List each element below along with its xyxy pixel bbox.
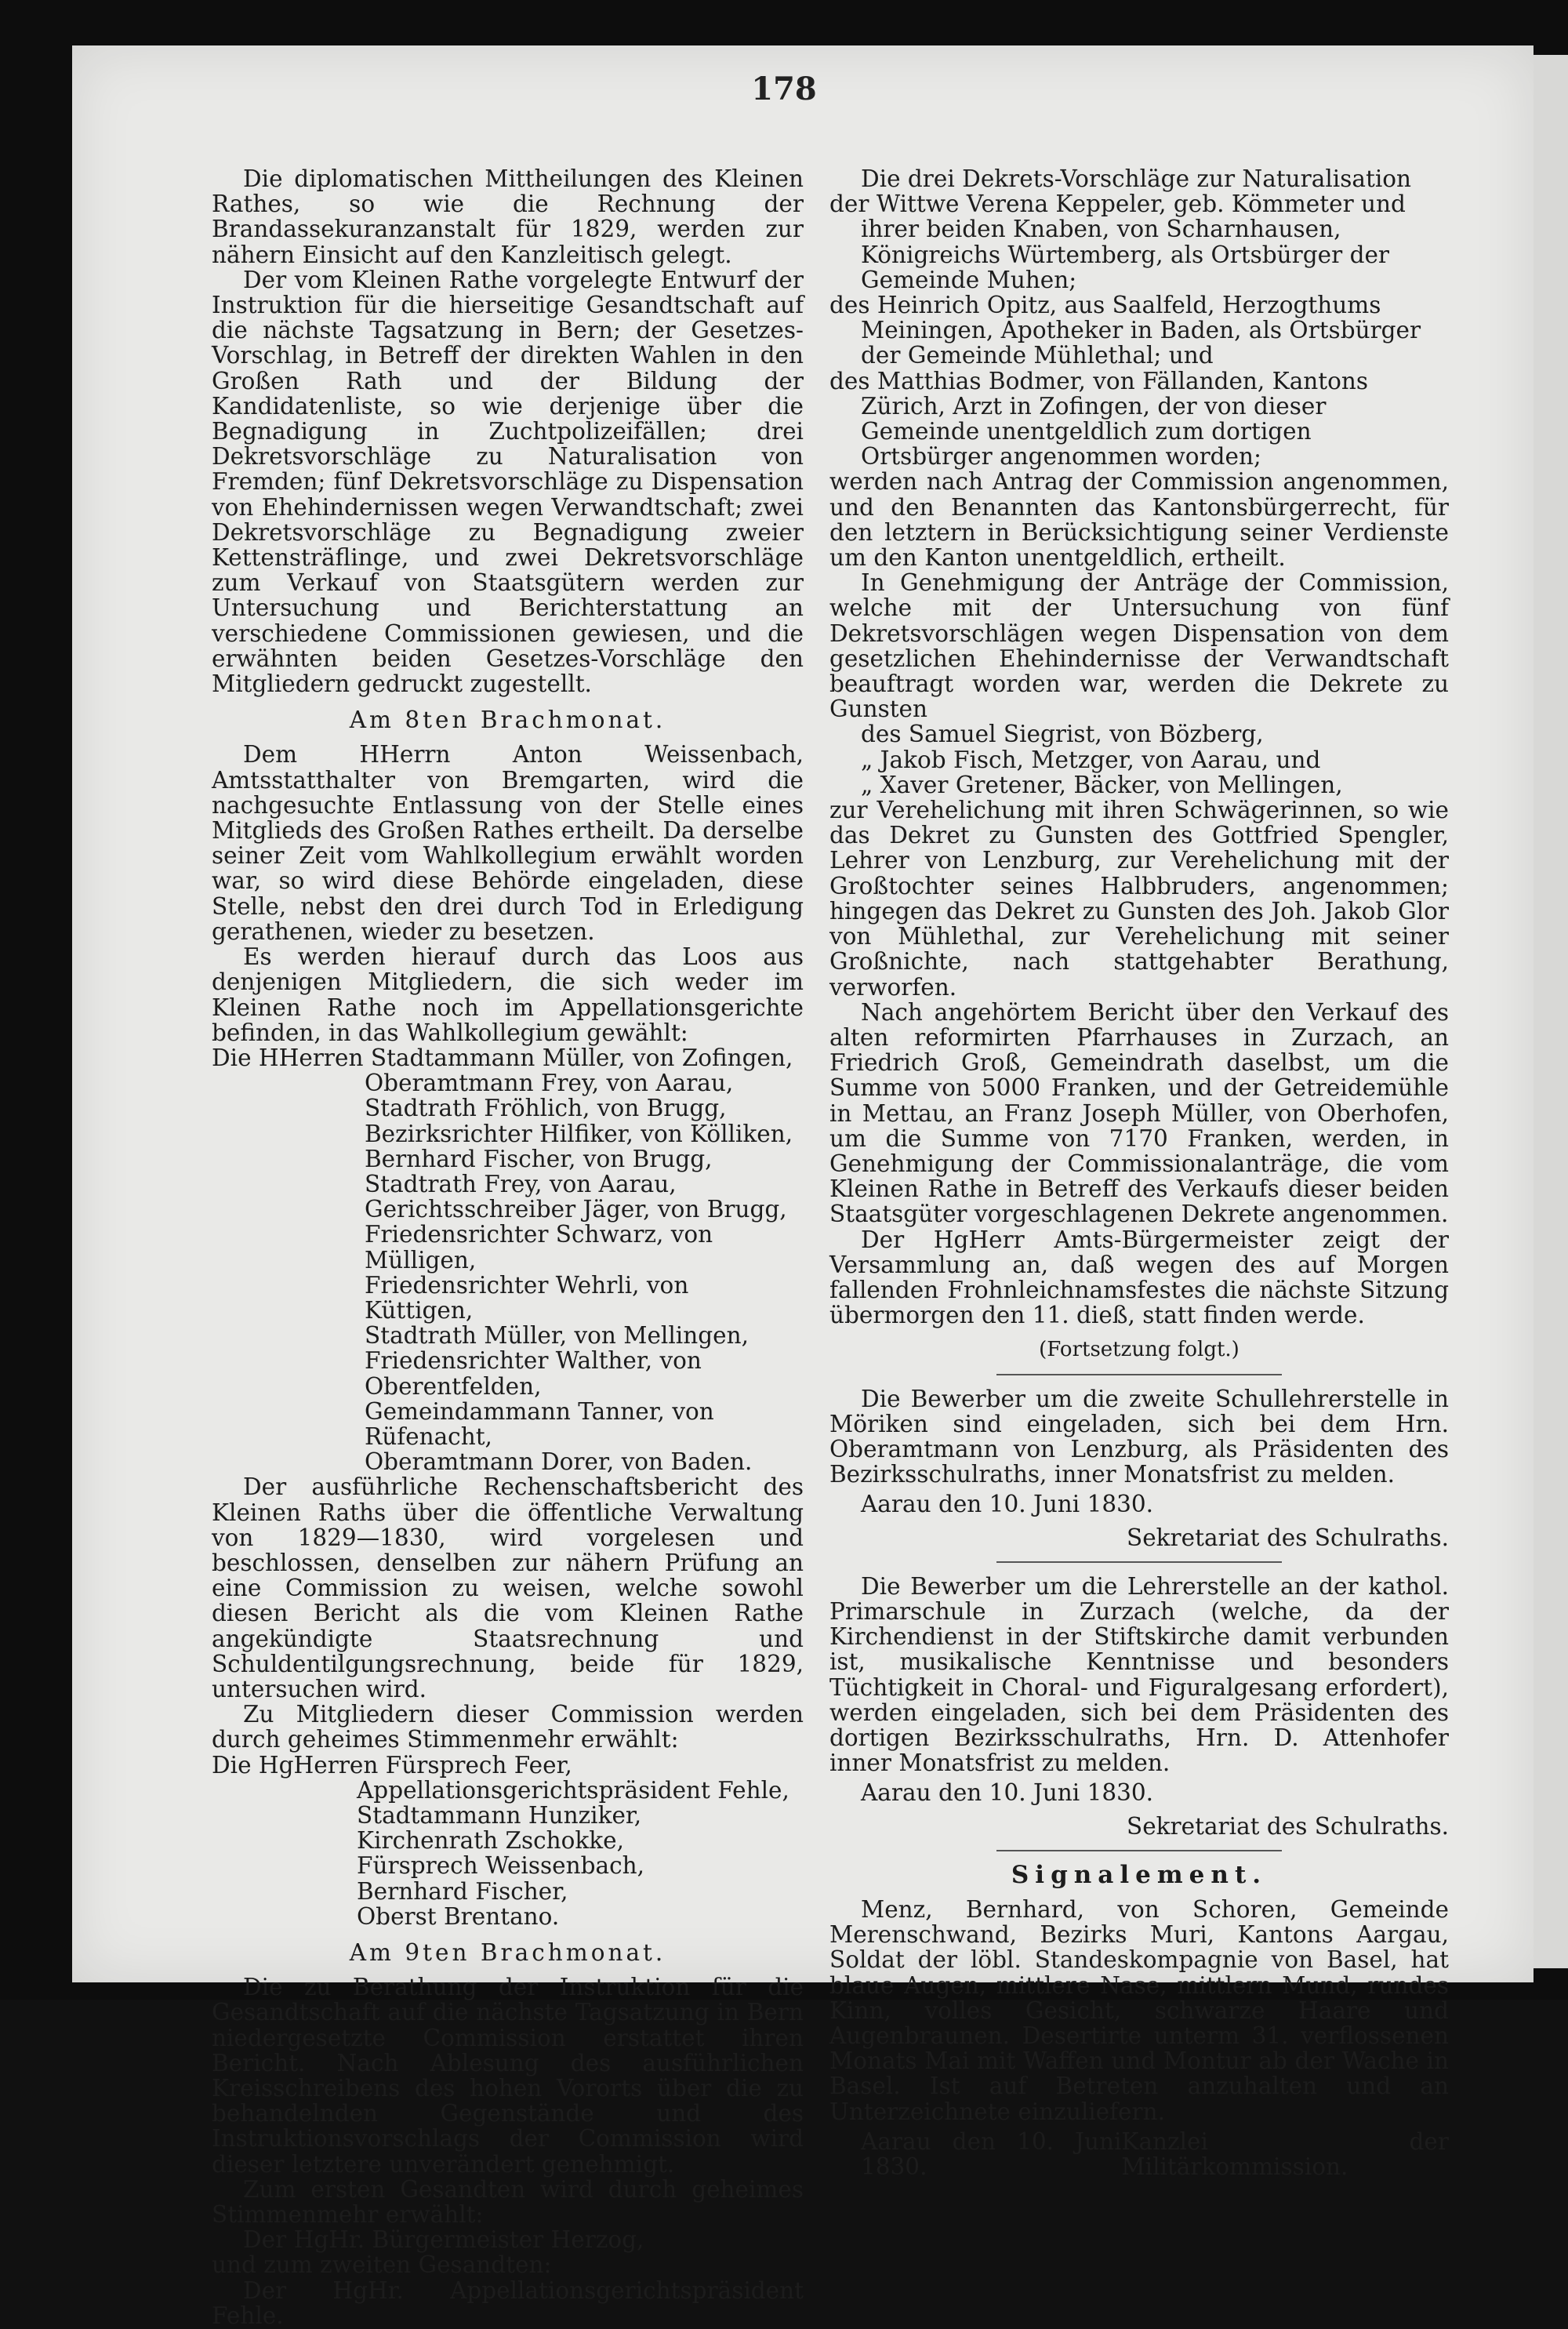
paragraph: Zu Mitgliedern dieser Commission werden durch geheimes Stimmenmehr erwählt: [212, 1701, 804, 1753]
notice-footer [829, 2129, 1449, 2179]
list-item: Friedensrichter Wehrli, von Küttigen, [365, 1271, 689, 1324]
paragraph: Zum ersten Gesandten wird durch geheimes Stimmenmehr erwählt: [212, 2175, 804, 2229]
list-item: Friedensrichter Walther, von Oberentfelden, [365, 1347, 702, 1400]
notice-signature: Kanzlei der Militärkommission. [1121, 2127, 1449, 2181]
list-item: des Matthias Bodmer, von Fällanden, Kantons Zürich, Arzt in Zofingen, der von dieser Gemeinde unentgeldlich zum dortigen Ortsbürger angenommen worden; [829, 367, 1369, 471]
paragraph: Der ausführliche Rechenschaftsbericht des Kleinen Raths über die öffentliche Verwaltung von 1829—1830, wird vorgelesen und beschlossen, denselben zur nähern Prüfung an eine Commission zu weisen, welche sowohl diesen Bericht als die vom Kleinen Rathe angekündigte Staatsrechnung und Schuldentilgungsrechnung, beide für 1829, untersuchen wird. [212, 1473, 804, 1702]
section-heading: Am 9ten Brachmonat. [349, 1939, 666, 1967]
paragraph: zur Verehelichung mit ihren Schwägerinnen, so wie das Dekret zu Gunsten des Gottfried Spengler, Lehrer von Lenzburg, zur Verehelichung mit der Großtochter seines Halbbruders, angenommen; hingegen das Dekret zu Gunsten des Joh. Jakob Glor von Mühlethal, zur Verehelichung mit seiner Großnichte, nach stattgehabter Berathung, verworfen. [829, 797, 1449, 1001]
list-item: Stadtrath Fröhlich, von Brugg, [365, 1095, 727, 1122]
paragraph: Dem HHerrn Anton Weissenbach, Amtsstatthalter von Bremgarten, wird die nachgesuchte Entlassung von der Stelle eines Mitglieds des Großen Rathes ertheilt. Da derselbe seiner Zeit vom Wahlkollegium erwählt worden war, so wird diese Behörde eingeladen, diese Stelle, nebst den drei durch Tod in Erledigung gerathenen, wieder zu besetzen. [212, 741, 804, 945]
divider [996, 1374, 1281, 1375]
paragraph: Die zu Berathung der Instruktion für die Gesandtschaft auf die nächste Tagsatzung in Bern niedergesetzte Commission erstattet ihren Bericht. Nach Ablesung des ausführlichen Kreisschreibens des hohen Vororts über die zu behandelnden Gegenstände und des Instruktionsvorschlags der Commission wird dieser letztere unverändert genehmigt. [212, 1974, 804, 2178]
paragraph: Die diplomatischen Mittheilungen des Kleinen Rathes, so wie die Rechnung der Brandassekuranzanstalt für 1829, werden zur nähern Einsicht auf den Kanzleitisch gelegt. [212, 165, 804, 268]
paragraph: Der vom Kleinen Rathe vorgelegte Entwurf der Instruktion für die hierseitige Gesandtschaft auf die nächste Tagsatzung in Bern; der Gesetzes-Vorschlag, in Betreff der direkten Wahlen in den Großen Rath und der Bildung der Kandidatenliste, so wie derjenige über die Begnadigung in Zuchtpolizeifällen; drei Dekretsvorschläge zu Naturalisation von Fremden; fünf Dekretsvorschläge zu Dispensation von Ehehindernissen wegen Verwandtschaft; zwei Dekretsvorschläge zu Begnadigung zweier Kettensträflinge, und zwei Dekretsvorschläge zum Verkauf von Staatsgütern werden zur Untersuchung und Berichterstattung an verschiedene Commissionen gewiesen, und die erwähnten beiden Gesetzes-Vorschläge den Mitgliedern gedruckt zugestellt. [212, 266, 804, 698]
notice-text: Die Bewerber um die zweite Schullehrerstelle in Möriken sind eingeladen, sich bei dem Hrn. Oberamtmann von Lenzburg, als Präsidenten des Bezirksschulraths, inner Monatsfrist zu melden. [829, 1385, 1449, 1488]
paragraph: In Genehmigung der Anträge der Commission, welche mit der Untersuchung von fünf Dekretsvorschlägen wegen Dispensation von dem gesetzlichen Ehehindernisse der Verwandtschaft beauftragt worden war, werden die Dekrete zu Gunsten [829, 569, 1449, 723]
paragraph: Es werden hierauf durch das Loos aus denjenigen Mitgliedern, die sich weder im Kleinen Rathe noch im Appellationsgerichte befinden, in das Wahlkollegium gewählt: [212, 943, 804, 1046]
paragraph: werden nach Antrag der Commission angenommen, und den Benannten das Kantonsbürgerrecht, für den letztern in Berücksichtigung seiner Verdienste um den Kanton unentgeldlich, ertheilt. [829, 468, 1449, 572]
list-item: des Heinrich Opitz, aus Saalfeld, Herzogthums Meiningen, Apotheker in Baden, als Ortsbürger der Gemeinde Mühlethal; und [829, 292, 1421, 369]
list-item: Appellationsgerichtspräsident Fehle, [357, 1776, 789, 1804]
notice-footer [829, 1780, 1449, 1805]
notice-footer [829, 1492, 1449, 1517]
list-item: „ Jakob Fisch, Metzger, von Aarau, und [861, 746, 1321, 773]
section-heading: Am 8ten Brachmonat. [349, 707, 666, 734]
list-item: der Wittwe Verena Keppeler, geb. Kömmeter und ihrer beiden Knaben, von Scharnhausen, Königreichs Würtemberg, als Ortsbürger der Gemeinde Muhen; [829, 191, 1406, 293]
list-item: Gemeindammann Tanner, von Rüfenacht, [365, 1397, 714, 1450]
right-column [829, 166, 1449, 2179]
list-item: Friedensrichter Schwarz, von Mülligen, [365, 1221, 713, 1274]
list-item: Fürsprech Weissenbach, [357, 1852, 644, 1880]
list-item: Oberst Brentano. [357, 1902, 560, 1930]
notice-signature: Sekretariat des Schulraths. [1127, 1812, 1449, 1840]
list-lead: Die HgHerren Fürsprech Feer, [212, 1751, 572, 1779]
list-item: Oberamtmann Dorer, von Baden. [365, 1448, 753, 1476]
list-item: Bezirksrichter Hilfiker, von Kölliken, [365, 1120, 793, 1147]
electoral-college-list [212, 1070, 804, 1474]
list-item: Kirchenrath Zschokke, [357, 1827, 624, 1855]
divider [996, 1561, 1281, 1563]
notice-text: Menz, Bernhard, von Schoren, Gemeinde Merenschwand, Bezirks Muri, Kantons Aargau, Soldat der löbl. Standeskompagnie von Basel, hat blaue Augen, mittlere Nase, mittlern Mund, rundes Kinn, volles Gesicht, schwarze Haare und Augenbraunen. Desertirte unterm 31. verflossenen Monats Mai mit Waffen und Montur ab der Wache in Basel. Ist auf Betreten anzuhalten und an Unterzeichnete einzuliefern. [829, 1896, 1449, 2125]
notice-date: Aarau den 10. Juni 1830. [861, 2127, 1122, 2181]
list-item: Oberamtmann Frey, von Aarau, [365, 1070, 734, 1097]
list-item: Stadtrath Frey, von Aarau, [365, 1170, 677, 1197]
continuation-note: (Fortsetzung folgt.) [1039, 1338, 1240, 1362]
notice-signature: Sekretariat des Schulraths. [1127, 1524, 1449, 1551]
paragraph: und zum zweiten Gesandten: [212, 2251, 552, 2279]
paragraph: Der HgHr. Appellationsgerichtspräsident Fehle. [212, 2276, 804, 2329]
commission-members-list [212, 1778, 804, 1929]
divider [996, 1850, 1281, 1851]
notice-date: Aarau den 10. Juni 1830. [861, 1779, 1154, 1807]
notice-text: Die Bewerber um die Lehrerstelle an der kathol. Primarschule in Zurzach (welche, da der Kirchendienst in der Stiftskirche damit verbunden ist, musikalische Kenntnisse und besonders Tüchtigkeit in Choral- und Figuralgesang erfordert), werden eingeladen, sich bei dem Präsidenten des dortigen Bezirksschulraths, Hrn. D. Attenhofer inner Monatsfrist zu melden. [829, 1572, 1449, 1777]
list-item: Gerichtsschreiber Jäger, von Brugg, [365, 1196, 787, 1223]
paragraph: Der HgHerr Amts-Bürgermeister zeigt der Versammlung an, daß wegen des auf Morgen fallenden Frohnleichnamsfestes die nächste Sitzung übermorgen den 11. dieß, statt finden werde. [829, 1226, 1449, 1329]
page-number: 178 [751, 71, 817, 107]
paragraph: Der HgHr. Bürgermeister Herzog, [243, 2226, 644, 2254]
list-lead: Die HHerren Stadtammann Müller, von Zofingen, [212, 1044, 793, 1071]
notice-date: Aarau den 10. Juni 1830. [861, 1491, 1154, 1518]
list-item: Stadtammann Hunziker, [357, 1802, 642, 1829]
paragraph: Die drei Dekrets-Vorschläge zur Naturalisation [861, 165, 1412, 192]
list-item: Stadtrath Müller, von Mellingen, [365, 1322, 749, 1350]
paragraph: Nach angehörtem Bericht über den Verkauf des alten reformirten Pfarrhauses in Zurzach, an Friedrich Groß, Gemeindrath daselbst, um die Summe von 5000 Franken, und der Getreidemühle in Mettau, an Franz Joseph Müller, von Oberhofen, um die Summe von 7170 Franken, werden, in Genehmigung der Commissionalanträge, die vom Kleinen Rathe in Betreff des Verkaufs dieser beiden Staatsgüter vorgeschlagenen Dekrete angenommen. [829, 998, 1449, 1228]
left-column [212, 166, 804, 2328]
signalement-heading: Signalement. [1011, 1860, 1268, 1889]
list-item: Bernhard Fischer, [357, 1877, 568, 1905]
list-item: „ Xaver Gretener, Bäcker, von Mellingen, [861, 771, 1343, 798]
dispensation-list [829, 721, 1449, 798]
naturalisation-list [829, 191, 1449, 469]
list-item: des Samuel Siegrist, von Bözberg, [861, 721, 1264, 748]
list-item: Bernhard Fischer, von Brugg, [365, 1145, 713, 1172]
